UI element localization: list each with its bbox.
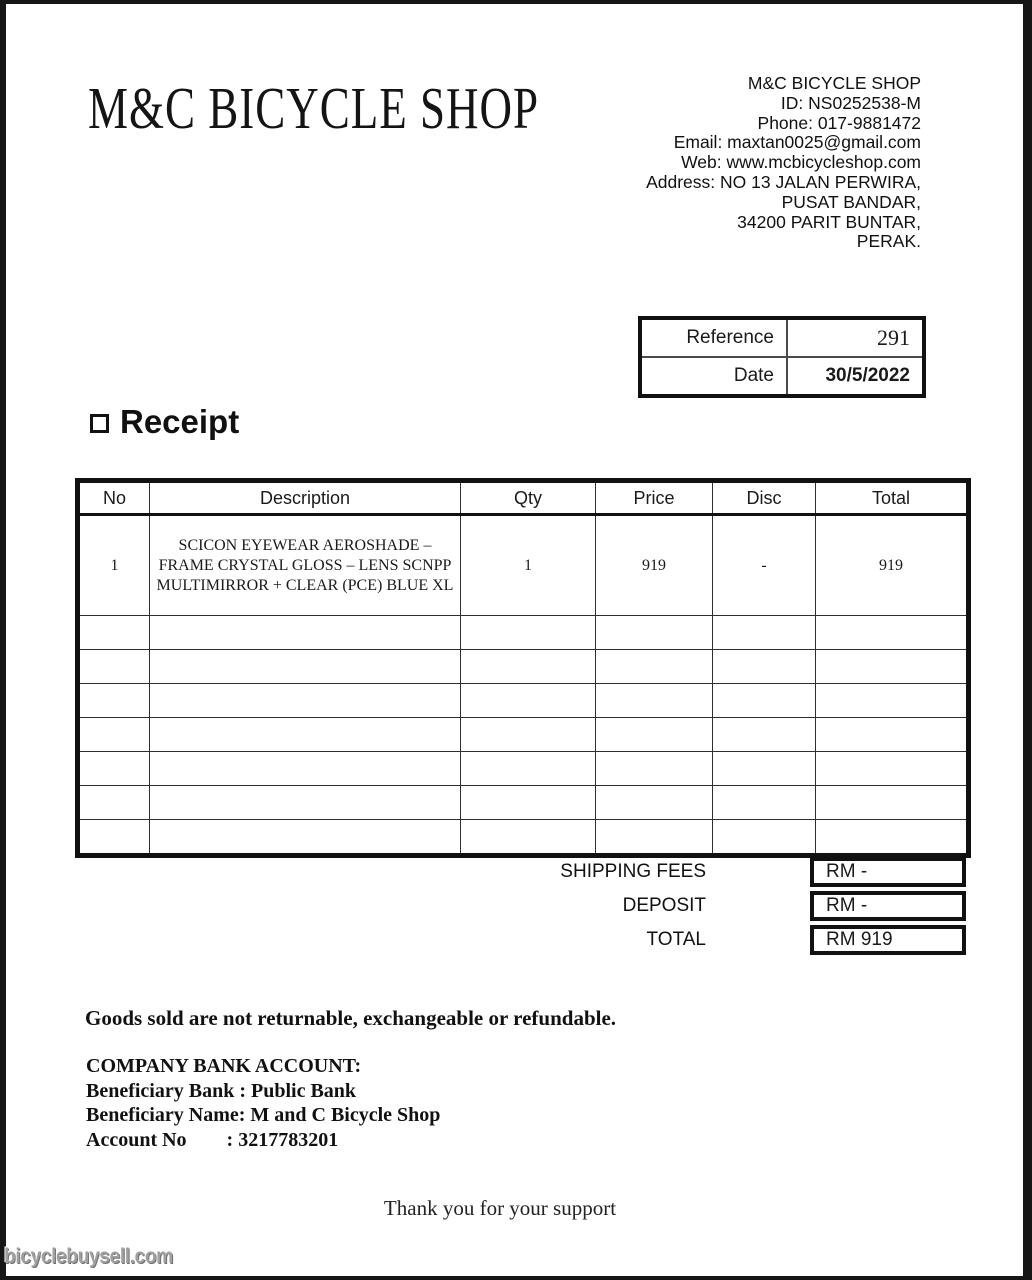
receipt-heading — [90, 403, 239, 441]
date-label: Date — [642, 358, 788, 394]
item-no: 1 — [78, 515, 150, 616]
col-header-qty: Qty — [461, 481, 596, 515]
empty-table-row — [78, 684, 969, 718]
col-header-description: Description — [150, 481, 461, 515]
deposit-label: DEPOSIT — [622, 895, 706, 916]
beneficiary-name-line: Beneficiary Name: M and C Bicycle Shop — [86, 1104, 441, 1126]
total-row — [75, 925, 966, 955]
disclaimer-text: Goods sold are not returnable, exchangeable or refundable. — [85, 1006, 617, 1030]
photo-frame-right-edge — [1023, 0, 1032, 1280]
shop-contact-block — [646, 74, 921, 252]
thanks-text: Thank you for your support — [383, 1196, 617, 1220]
item-row — [78, 515, 969, 616]
shipping-fees-label: SHIPPING FEES — [560, 861, 706, 882]
date-row — [642, 356, 922, 394]
items-table — [75, 478, 971, 858]
bank-heading: COMPANY BANK ACCOUNT: — [86, 1055, 362, 1077]
shipping-fees-value: RM - — [810, 857, 966, 887]
contact-line-shop-name: M&C BICYCLE SHOP — [747, 73, 921, 93]
col-header-total: Total — [816, 481, 969, 515]
watermark-text: bicyclebuysell.com — [4, 1245, 173, 1268]
contact-line-address-3: 34200 PARIT BUNTAR, — [737, 211, 921, 232]
items-table-body — [78, 515, 969, 856]
item-total: 919 — [816, 515, 969, 616]
photo-frame-bottom-edge — [0, 1276, 1032, 1280]
empty-table-row — [78, 616, 969, 650]
empty-table-row — [78, 650, 969, 684]
contact-line-phone: Phone: 017-9881472 — [757, 112, 921, 133]
empty-table-row — [78, 820, 969, 856]
contact-line-address-2: PUSAT BANDAR, — [781, 191, 921, 212]
item-disc: - — [713, 515, 816, 616]
total-value: RM 919 — [810, 925, 966, 955]
shipping-fees-row — [75, 857, 966, 887]
photo-frame-top-edge — [0, 0, 1032, 4]
account-no-line: Account No : 3217783201 — [86, 1128, 339, 1151]
square-bullet-icon — [90, 414, 109, 433]
photo-frame-left-edge — [0, 0, 6, 1280]
deposit-row — [75, 891, 966, 921]
col-header-no: No — [78, 481, 150, 515]
col-header-disc: Disc — [713, 481, 816, 515]
total-label: TOTAL — [646, 929, 706, 950]
empty-table-row — [78, 786, 969, 820]
contact-line-address-1: Address: NO 13 JALAN PERWIRA, — [646, 171, 921, 192]
reference-value: 291 — [877, 325, 910, 350]
contact-line-address-4: PERAK. — [856, 231, 921, 252]
summary-section — [75, 857, 966, 959]
col-header-price: Price — [596, 481, 713, 515]
empty-table-row — [78, 718, 969, 752]
item-qty: 1 — [461, 515, 596, 616]
reference-label: Reference — [642, 320, 788, 356]
bank-account-block — [86, 1054, 440, 1152]
date-value: 30/5/2022 — [825, 365, 910, 386]
reference-row — [642, 320, 922, 356]
contact-line-web: Web: www.mcbicycleshop.com — [681, 152, 921, 173]
contact-line-email: Email: maxtan0025@gmail.com — [673, 132, 921, 153]
deposit-value: RM - — [810, 891, 966, 921]
items-table-header — [78, 481, 969, 515]
receipt-heading-text: Receipt — [120, 403, 240, 440]
contact-line-id: ID: NS0252538-M — [780, 92, 921, 113]
empty-table-row — [78, 752, 969, 786]
beneficiary-bank-line: Beneficiary Bank : Public Bank — [86, 1079, 357, 1102]
reference-date-box — [638, 316, 926, 398]
shop-title: M&C BICYCLE SHOP — [88, 75, 540, 142]
item-description: SCICON EYEWEAR AEROSHADE – FRAME CRYSTAL GLOSS – LENS SCNPP MULTIMIRROR + CLEAR (PCE) BLUE XL — [150, 515, 461, 616]
item-price: 919 — [596, 515, 713, 616]
